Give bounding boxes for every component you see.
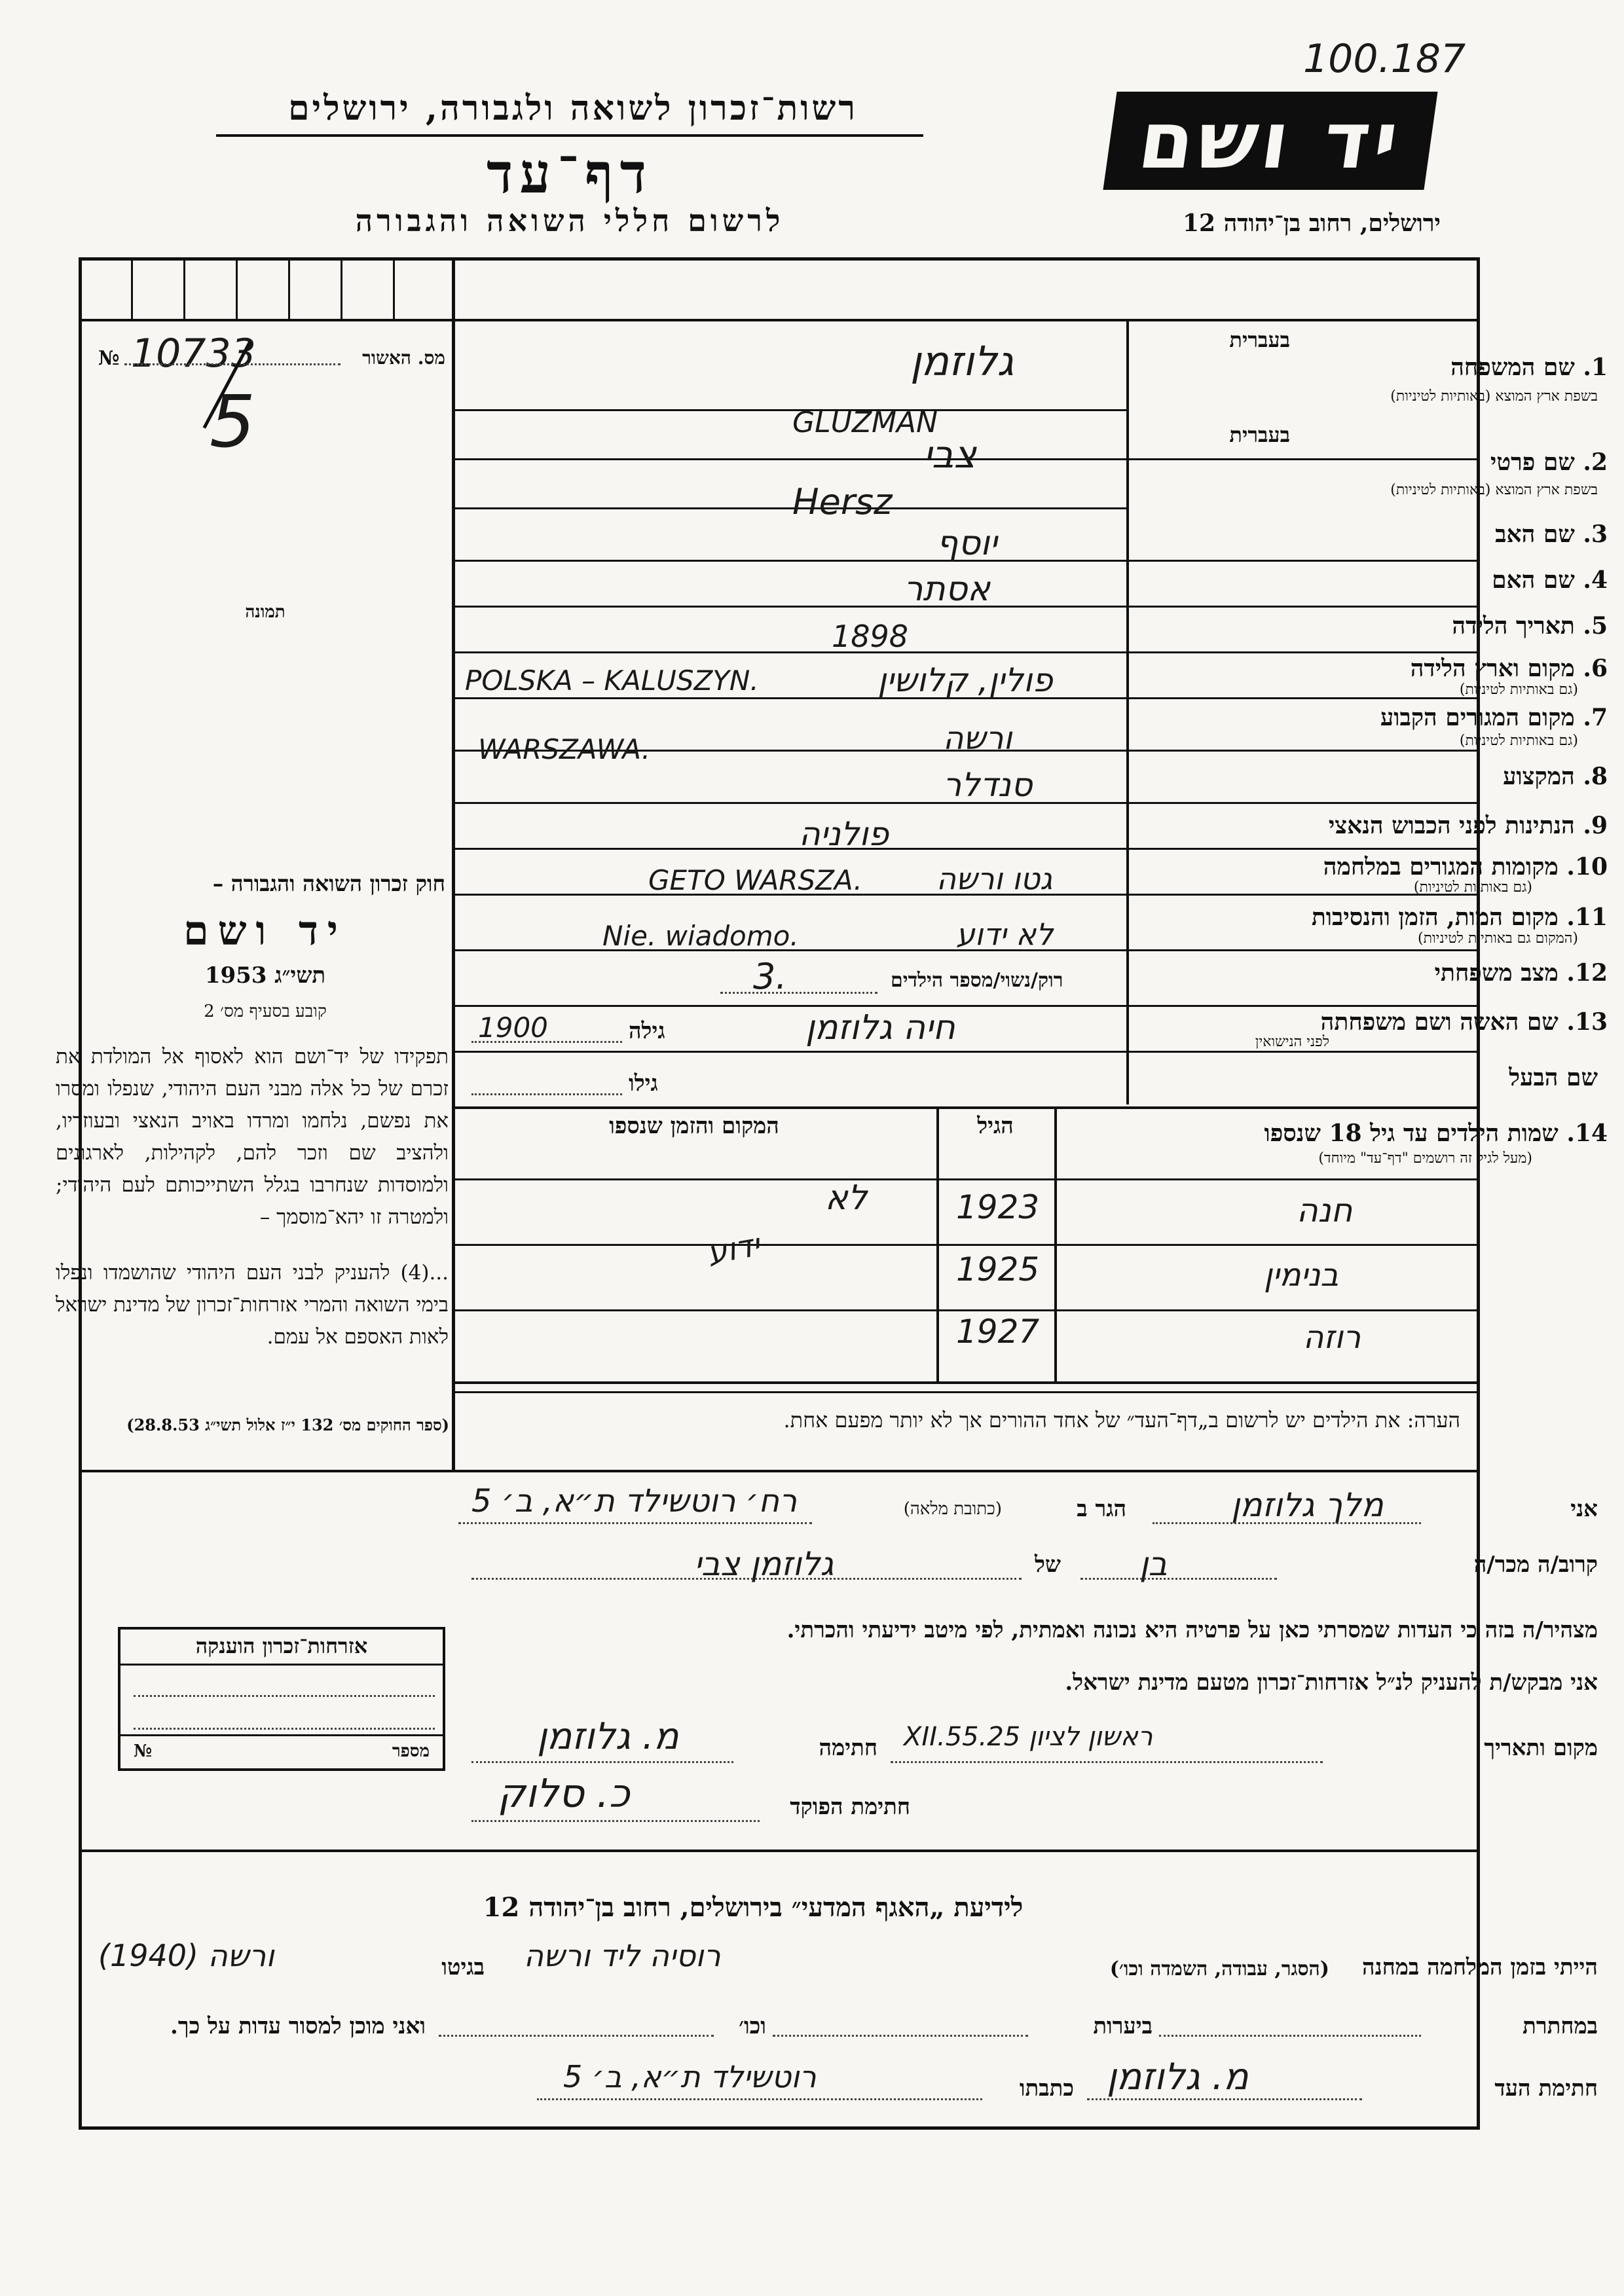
logo-text: יד ושם xyxy=(1133,95,1408,187)
law-text: תפקידו של יד־ושם הוא לאסוף אל המולדת את זכרם של כל אלה מבני העם היהודי, שנפלו ומסרו את נפשם, נלחמו ומרדו באויב הנאצי ובעוזריו, ולהציב שם וזכר להם, לקהילות, לארגונים ולמוסדות שנחרבו בגלל השתייכותם לעם היהודי; ולמטרה זו יהא־מוסמך – xyxy=(56,1045,449,1229)
decl-officer-label: חתימת הפוקד xyxy=(790,1794,910,1820)
law-clause: קובע בסעיף מס׳ 2 xyxy=(204,1002,327,1021)
field-12-label: 12. מצב משפחתי xyxy=(1434,959,1608,987)
field-11-label: 11. מקום המות, הזמן והנסיבות xyxy=(1311,903,1608,931)
lab-line1-prefix: הייתי בזמן המלחמה במחנה xyxy=(1362,1954,1598,1980)
lab-address-value: רוטשילד ת״א, ב׳ 5 xyxy=(563,2059,817,2094)
decl-i-label: אני xyxy=(1570,1496,1598,1522)
left-column-divider xyxy=(452,257,455,1472)
field-2-hebrew-hint: בעברית xyxy=(1229,422,1290,447)
field-13-label: 13. שם האשה ושם משפחתה xyxy=(1320,1008,1608,1036)
child-age: 1923 xyxy=(956,1188,1040,1226)
field-6-value-latin: POLSKA – KALUSZYN. xyxy=(465,665,759,697)
lab-witness-sig-value: מ. גלוזמן xyxy=(1107,2056,1249,2098)
lab-address-label: כתבתו xyxy=(1019,2075,1074,2102)
field-3-label: 3. שם האב xyxy=(1495,520,1608,548)
field-13-sub: לפני הנישואין xyxy=(1255,1034,1329,1050)
field-5-value: 1898 xyxy=(832,619,909,654)
yad-vashem-logo xyxy=(1103,92,1437,190)
law-year xyxy=(85,962,445,989)
lab-forests-label: ביערות xyxy=(1093,2013,1153,2039)
field-5-label: 5. תאריך הלידה xyxy=(1452,612,1608,640)
label-column-divider xyxy=(1126,319,1129,1104)
law-text-2: ...(4) להעניק לבני העם היהודי שהושמדו ונפלו בימי השואה והמרי אזרחות־זכרון של מדינת ישראל לאות האספם אל עמם. xyxy=(56,1261,449,1349)
decl-request: אני מבקש/ת להעניק לנ״ל אזרחות־זכרון מטעם מדינת ישראל. xyxy=(1065,1669,1598,1696)
field-11-sub: (המקום גם באותיות לטיניות) xyxy=(1418,930,1578,947)
children-subtitle: (מעל לגיל זה רושמים "דף־עד" מיוחד) xyxy=(1318,1150,1532,1167)
husband-label: שם הבעל xyxy=(1509,1064,1598,1091)
decl-i-value: מלך גלוזמן xyxy=(1231,1486,1384,1524)
child-age: 1927 xyxy=(956,1313,1040,1351)
husband-age-label: גילו xyxy=(629,1070,658,1097)
header-rule xyxy=(216,134,923,137)
decl-of-label: של xyxy=(1035,1552,1061,1578)
law-year-hebrew: תשי״ג xyxy=(274,962,326,989)
field-7-value-latin: WARSZAWA. xyxy=(478,733,651,765)
field-4-label: 4. שם האם xyxy=(1492,566,1608,594)
field-1-value-hebrew: גלוזמן xyxy=(910,337,1014,385)
child-name: חנה xyxy=(1297,1192,1353,1230)
field-7-sub: (גם באותיות לטיניות) xyxy=(1459,733,1578,749)
decl-signature-value: מ. גלוזמן xyxy=(537,1715,679,1758)
lab-title: לידיעת „האגף המדעי״ בירושלים, רחוב בן־יהודה 12 xyxy=(483,1892,1024,1923)
field-4-value: אסתר xyxy=(904,570,991,609)
field-11-value-hebrew: לא ידוע xyxy=(956,917,1054,952)
decl-place-date-value: ראשון לציון 25.XII.55 xyxy=(904,1722,1153,1752)
field-11-value-latin: Nie. wiadomo. xyxy=(602,920,799,952)
field-10-sub: (גם באותיות לטיניות) xyxy=(1413,879,1532,896)
field-1-hebrew-hint: בעברית xyxy=(1229,327,1290,352)
field-6-sub: (גם באותיות לטיניות) xyxy=(1459,682,1578,698)
children-col-age-header: הגיל xyxy=(977,1113,1014,1139)
decl-relative-value: בן xyxy=(1139,1545,1168,1583)
approval-no-sign: № xyxy=(98,347,120,370)
form-subtitle: לרשום חללי השואה והגבורה xyxy=(355,203,784,238)
decl-officer-value: כ. סלוק xyxy=(498,1771,630,1817)
form-title: דף־עד xyxy=(486,141,653,206)
photo-label: תמונה xyxy=(245,602,286,622)
field-3-value: יוסף xyxy=(936,524,997,563)
lab-ghetto-value: ורשה (1940) xyxy=(98,1938,274,1973)
field-1-value-latin: GLUZMAN xyxy=(792,406,938,439)
note-text: הערה: את הילדים יש לרשום ב„דף־העד״ של אחד ההורים אך לא יותר מפעם אחת. xyxy=(783,1408,1460,1432)
lab-witness-sig-label: חתימת העד xyxy=(1494,2075,1598,2102)
decl-address-value: רח׳ רוטשילד ת״א, ב׳ 5 xyxy=(471,1483,798,1520)
header-address: ירושלים, רחוב בן־יהודה 12 xyxy=(1182,210,1441,237)
approval-fraction: 5 xyxy=(210,380,255,464)
field-2-value-latin: Hersz xyxy=(792,481,893,522)
decl-signature-label: חתימה xyxy=(819,1735,877,1761)
field-12-inline-label: רוק/נשוי/מספר הילדים xyxy=(891,969,1063,992)
field-8-label: 8. המקצוע xyxy=(1503,763,1608,790)
authority-name: רשות־זכרון לשואה ולגבורה, ירושלים xyxy=(288,88,858,128)
law-reference: (ספר החוקים מס׳ 132 י״ז אלול תשי״ג 28.8.53) xyxy=(126,1415,449,1434)
field-7-label: 7. מקום המגורים הקבוע xyxy=(1380,704,1608,731)
field-12-value: 3. xyxy=(753,956,787,997)
field-6-value-hebrew: פולין, קלושין xyxy=(877,661,1053,699)
law-name: יד ושם xyxy=(183,907,348,955)
child-place: ידוע xyxy=(704,1226,763,1272)
children-title: 14. שמות הילדים עד גיל 18 שנספו xyxy=(1264,1120,1608,1147)
field-10-value-hebrew: גטו ורשה xyxy=(936,861,1053,896)
field-13-age-value: 1900 xyxy=(478,1011,548,1044)
children-col-place-header: המקום והזמן שנספו xyxy=(609,1113,779,1139)
field-6-label: 6. מקום וארץ הלידה xyxy=(1410,655,1608,682)
field-2-sub: בשפת ארץ המוצא (באותיות לטיניות) xyxy=(1390,482,1598,498)
child-age: 1925 xyxy=(956,1250,1040,1288)
lab-underground-label: במחתרת xyxy=(1522,2013,1598,2039)
lab-line1-value: רוסיה ליד ורשה xyxy=(524,1938,721,1973)
citizenship-box-number: № מספר xyxy=(120,1734,443,1761)
field-1-sub: בשפת ארץ המוצא (באותיות לטיניות) xyxy=(1390,388,1598,405)
decl-of-value: גלוזמן צבי xyxy=(694,1545,834,1583)
law-year-number: 1953 xyxy=(204,962,267,989)
approval-number: 10733 xyxy=(131,331,256,376)
decl-lives-label: הגר ב xyxy=(1077,1496,1126,1522)
field-2-label: 2. שם פרטי xyxy=(1490,448,1608,476)
lab-ghetto-label: בגיטו xyxy=(441,1954,485,1980)
child-name: רוזה xyxy=(1303,1319,1361,1356)
field-1-label: 1. שם המשפחה xyxy=(1450,354,1608,381)
field-13-value: חיה גלוזמן xyxy=(805,1008,955,1048)
law-title: חוק זכרון השואה והגבורה – xyxy=(212,871,445,896)
citizenship-box xyxy=(118,1627,445,1771)
lab-line2-end: ואני מוכן למסור עדות על כך. xyxy=(170,2013,426,2039)
citizenship-box-title: אזרחות־זכרון הוענקה xyxy=(120,1633,443,1666)
field-9-label: 9. הנתינות לפני הכבוש הנאצי xyxy=(1328,812,1608,839)
field-8-value: סנדלר xyxy=(943,766,1033,804)
child-name: בנימין xyxy=(1264,1257,1339,1294)
handwritten-serial: 100.187 xyxy=(1303,36,1466,82)
field-2-value-hebrew: צבי xyxy=(923,432,976,477)
decl-address-hint: (כתובת מלאה) xyxy=(903,1499,1002,1519)
field-7-value-hebrew: ורשה xyxy=(943,720,1012,757)
field-9-value: פולניה xyxy=(799,815,889,853)
field-13-age-label: גילה xyxy=(629,1018,665,1044)
field-10-value-latin: GETO WARSZA. xyxy=(648,864,862,896)
child-place: לא xyxy=(825,1178,868,1218)
decl-place-date-label: מקום ותאריך xyxy=(1484,1735,1598,1761)
lab-etc-label: וכו׳ xyxy=(739,2013,766,2039)
decl-statement: מצהיר/ה בזה כי העדות שמסרתי כאן על פרטיה היא נכונה ואמתית, לפי מיטב ידיעתי והכרתי. xyxy=(786,1617,1598,1643)
field-10-label: 10. מקומות המגורים במלחמה xyxy=(1323,853,1608,881)
lab-line1-hint: (הסגר, עבודה, השמדה וכו׳) xyxy=(1109,1958,1329,1980)
approval-label: מס. האשור xyxy=(362,347,445,369)
decl-relative-label: קרוב/ה מכר/ה xyxy=(1473,1552,1598,1578)
